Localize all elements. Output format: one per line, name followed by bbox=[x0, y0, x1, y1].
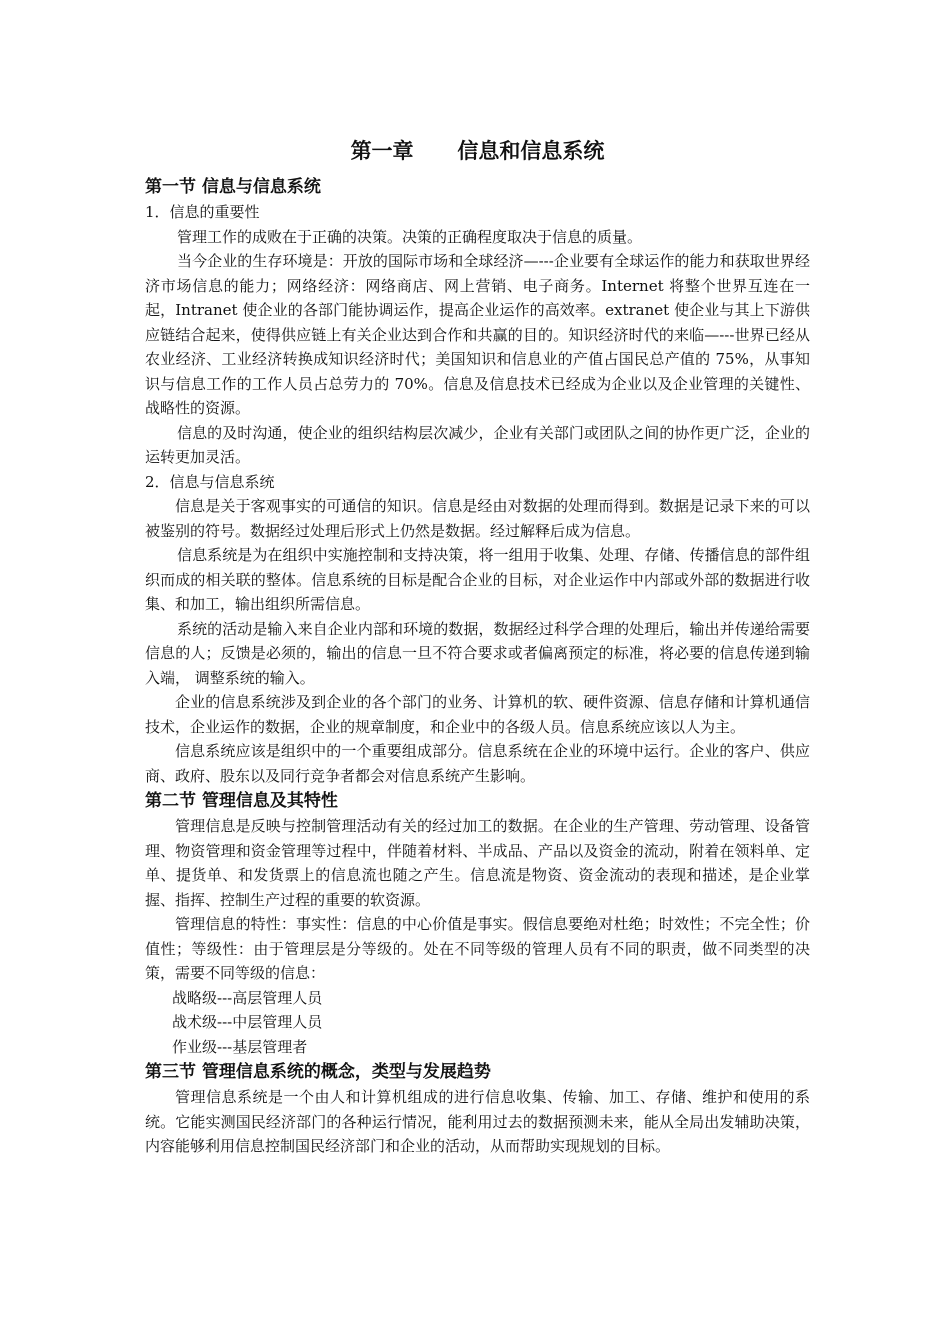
section-title: 第二节 管理信息及其特性 bbox=[145, 791, 338, 811]
list-item: 战术级---中层管理人员 bbox=[172, 1013, 323, 1031]
list-item: 作业级---基层管理者 bbox=[172, 1037, 308, 1056]
paragraph: 管理信息系统是一个由人和计算机组成的进行信息收集、传输、加工、存储、维护和使用的系统。它能实测国民经济部门的各种运行情况，能利用过去的数据预测未来，能从全局出发辅助决策，内容能够利用信息控制国民经济部门和企业的活动，从而帮助实现规划的目标。 bbox=[145, 1088, 810, 1155]
item-title: 2．信息与信息系统 bbox=[145, 472, 275, 491]
item-title: 1．信息的重要性 bbox=[145, 203, 260, 221]
paragraph: 信息的及时沟通，使企业的组织结构层次减少，企业有关部门或团队之间的协作更广泛，企业的运转更加灵活。 bbox=[145, 423, 810, 466]
paragraph: 管理工作的成败在于正确的决策。决策的正确程度取决于信息的质量。 bbox=[177, 227, 643, 246]
paragraph: 管理信息是反映与控制管理活动有关的经过加工的数据。在企业的生产管理、劳动管理、设备管理、物资管理和资金管理等过程中，伴随着材料、半成品、产品以及资金的流动，附着在领料单、定单、提货单、和发货票上的信息流也随之产生。信息流是物资、资金流动的表现和描述，是企业掌握、指挥、控制生产过程的重要的软资源。 bbox=[145, 817, 810, 909]
paragraph: 企业的信息系统涉及到企业的各个部门的业务、计算机的软、硬件资源、信息存储和计算机通信技术，企业运作的数据，企业的规章制度，和企业中的各级人员。信息系统应该以人为主。 bbox=[145, 693, 810, 736]
paragraph: 信息系统应该是组织中的一个重要组成部分。信息系统在企业的环境中运行。企业的客户、供应商、政府、股东以及同行竞争者都会对信息系统产生影响。 bbox=[145, 742, 810, 785]
section-title: 第三节 管理信息系统的概念，类型与发展趋势 bbox=[145, 1062, 491, 1082]
paragraph: 管理信息的特性：事实性：信息的中心价值是事实。假信息要绝对杜绝；时效性；不完全性；价值性；等级性：由于管理层是分等级的。处在不同等级的管理人员有不同的职责，做不同类型的决策，需要不同等级的信息： bbox=[145, 915, 810, 982]
chapter-title: 第一章 信息和信息系统 bbox=[350, 138, 605, 163]
paragraph: 信息是关于客观事实的可通信的知识。信息是经由对数据的处理而得到。数据是记录下来的可以被鉴别的符号。数据经过处理后形式上仍然是数据。经过解释后成为信息。 bbox=[145, 497, 810, 540]
paragraph: 系统的活动是输入来自企业内部和环境的数据，数据经过科学合理的处理后，输出并传递给需要信息的人；反馈是必须的，输出的信息一旦不符合要求或者偏离预定的标准，将必要的信息传递到输入端， 调整系统的输入。 bbox=[145, 619, 810, 687]
document-page bbox=[145, 132, 810, 1159]
paragraph: 当今企业的生存环境是：开放的国际市场和全球经济—---企业要有全球运作的能力和获取世界经济市场信息的能力；网络经济：网络商店、网上营销、电子商务。Internet 将整个世界互连在一起，Intranet 使企业的各部门能协调运作，提高企业运作的高效率。extranet 使企业与其上下游供应链结合起来，使得供应链上有关企业达到合作和共赢的目的。知识经济时代的来临—---世界已经从农业经济、工业经济转换成知识经济时代；美国知识和信息业的产值占国民总产值的 75%，从事知识与信息工作的工作人员占总劳力的 70%。信息及信息技术已经成为企业以及企业管理的关键性、战略性的资源。 bbox=[145, 252, 810, 417]
paragraph: 信息系统是为在组织中实施控制和支持决策，将一组用于收集、处理、存储、传播信息的部件组织而成的相关联的整体。信息系统的目标是配合企业的目标，对企业运作中内部或外部的数据进行收集、和加工，输出组织所需信息。 bbox=[145, 546, 810, 613]
section-title: 第一节 信息与信息系统 bbox=[145, 177, 321, 197]
list-item: 战略级---高层管理人员 bbox=[172, 988, 323, 1007]
